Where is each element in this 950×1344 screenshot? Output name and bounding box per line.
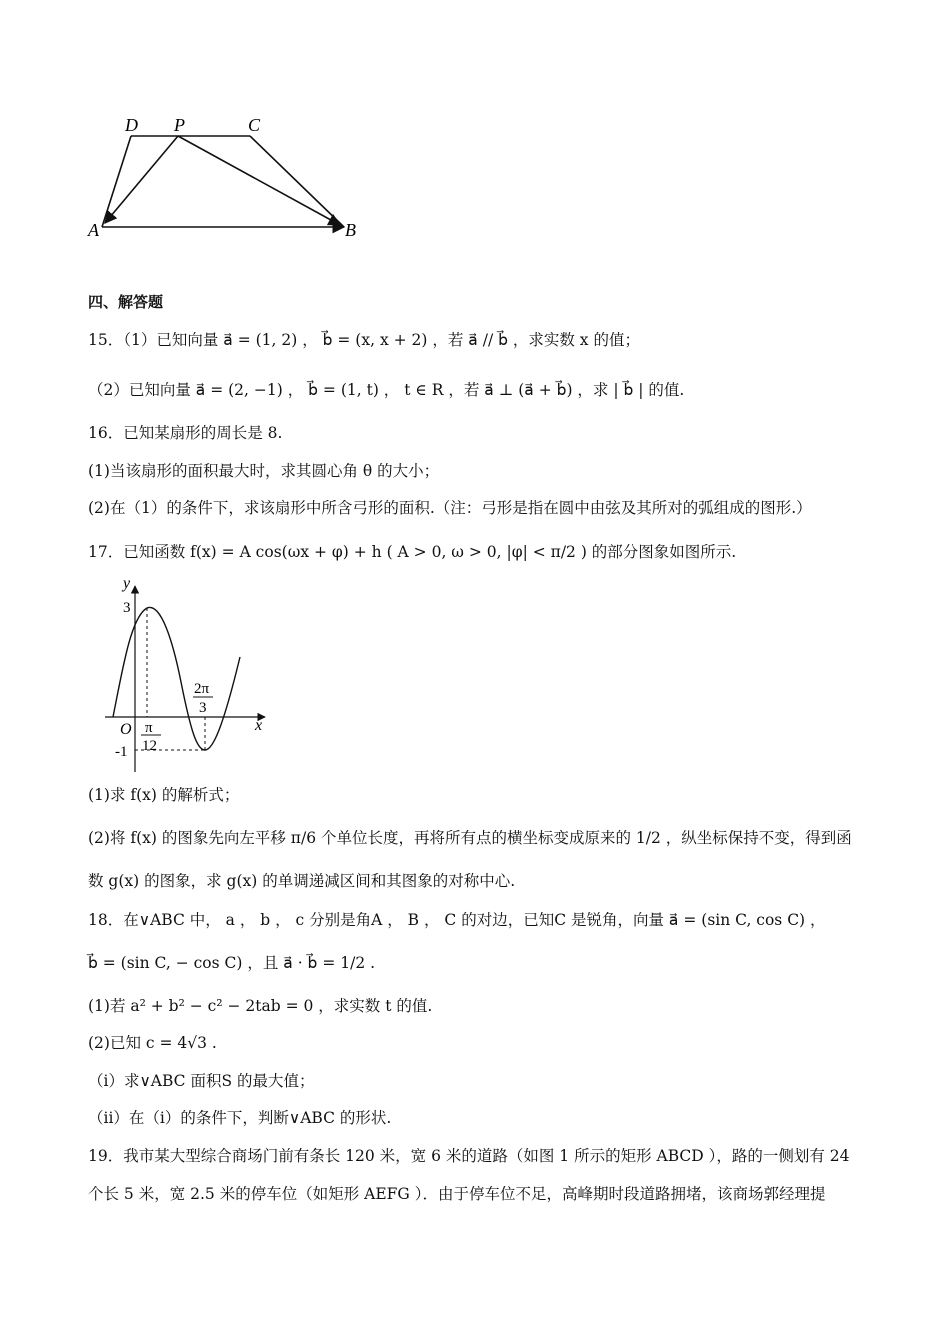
segment-da bbox=[102, 136, 131, 227]
x-tick2-numerator: 2π bbox=[194, 681, 210, 697]
problem-18-part-1: (1)若 a² + b² − c² − 2tab = 0 ，求实数 t 的值. bbox=[88, 997, 433, 1015]
y-axis-label: y bbox=[123, 575, 131, 592]
problem-19-line-2: 个长 5 米，宽 2.5 米的停车位（如矩形 AEFG ）．由于停车位不足，高峰期时段道路拥堵，该商场郭经理提 bbox=[88, 1185, 826, 1203]
problem-18-part-2: (2)已知 c = 4√3 . bbox=[88, 1034, 217, 1052]
origin-label: O bbox=[120, 721, 132, 738]
problem-16-part-2: (2)在（1）的条件下，求该扇形中所含弓形的面积.（注：弓形是指在圆中由弦及其所对的弧组成的图形.） bbox=[88, 499, 812, 517]
function-graph-figure bbox=[95, 572, 275, 777]
problem-17-statement: 17．已知函数 f(x) = A cos(ωx + φ) + h ( A > 0, ω > 0, |φ| < π/2 ) 的部分图象如图所示. bbox=[88, 543, 737, 561]
problem-15-part-1: 15．（1）已知向量 a⃗ = (1, 2) ， b⃗ = (x, x + 2) ，若 a⃗ // b⃗ ，求实数 x 的值； bbox=[88, 331, 640, 349]
label-a: A bbox=[88, 220, 99, 240]
vector-pa bbox=[105, 136, 178, 223]
x-tick2-denominator: 3 bbox=[199, 700, 207, 716]
section-title: 四、解答题 bbox=[88, 293, 164, 311]
problem-18-statement-cont: b⃗ = (sin C, − cos C) ，且 a⃗ · b⃗ = 1/2 . bbox=[88, 954, 376, 972]
problem-16-part-1: (1)当该扇形的面积最大时，求其圆心角 θ 的大小； bbox=[88, 462, 440, 480]
x-axis-label: x bbox=[255, 717, 263, 734]
problem-17-part-1: (1)求 f(x) 的解析式； bbox=[88, 786, 240, 804]
problem-18-part-2-ii: （ii）在（i）的条件下，判断∨ABC 的形状. bbox=[88, 1109, 392, 1127]
x-tick1-numerator: π bbox=[145, 720, 153, 736]
problem-18-statement: 18．在∨ABC 中， a ， b ， c 分别是角A ， B ， C 的对边，已知C 是锐角，向量 a⃗ = (sin C, cos C) ， bbox=[88, 911, 826, 929]
problem-17-part-2-cont: 数 g(x) 的图象，求 g(x) 的单调递减区间和其图象的对称中心. bbox=[88, 872, 516, 890]
problem-15-part-2: （2）已知向量 a⃗ = (2, −1) ， b⃗ = (1, t) ， t ∈ R ，若 a⃗ ⊥ (a⃗ + b⃗) ，求 | b⃗ | 的值. bbox=[88, 381, 685, 399]
label-p: P bbox=[174, 115, 185, 135]
cosine-curve bbox=[113, 607, 240, 750]
problem-17-part-2: (2)将 f(x) 的图象先向左平移 π/6 个单位长度，再将所有点的横坐标变成原来的 1/2 ，纵坐标保持不变，得到函 bbox=[88, 829, 852, 847]
problem-16-statement: 16．已知某扇形的周长是 8. bbox=[88, 424, 283, 442]
y-min-label: -1 bbox=[115, 744, 128, 760]
trapezoid-figure bbox=[80, 110, 370, 245]
x-tick1-denominator: 12 bbox=[142, 738, 157, 754]
vector-pb bbox=[178, 136, 340, 225]
label-d: D bbox=[125, 115, 138, 135]
label-c: C bbox=[248, 115, 261, 135]
segment-cb bbox=[250, 136, 344, 227]
label-b: B bbox=[345, 220, 356, 240]
problem-19-line-1: 19．我市某大型综合商场门前有条长 120 米，宽 6 米的道路（如图 1 所示的矩形 ABCD ），路的一侧划有 24 bbox=[88, 1147, 850, 1165]
problem-18-part-2-i: （i）求∨ABC 面积S 的最大值； bbox=[88, 1072, 315, 1090]
y-max-label: 3 bbox=[123, 600, 131, 616]
